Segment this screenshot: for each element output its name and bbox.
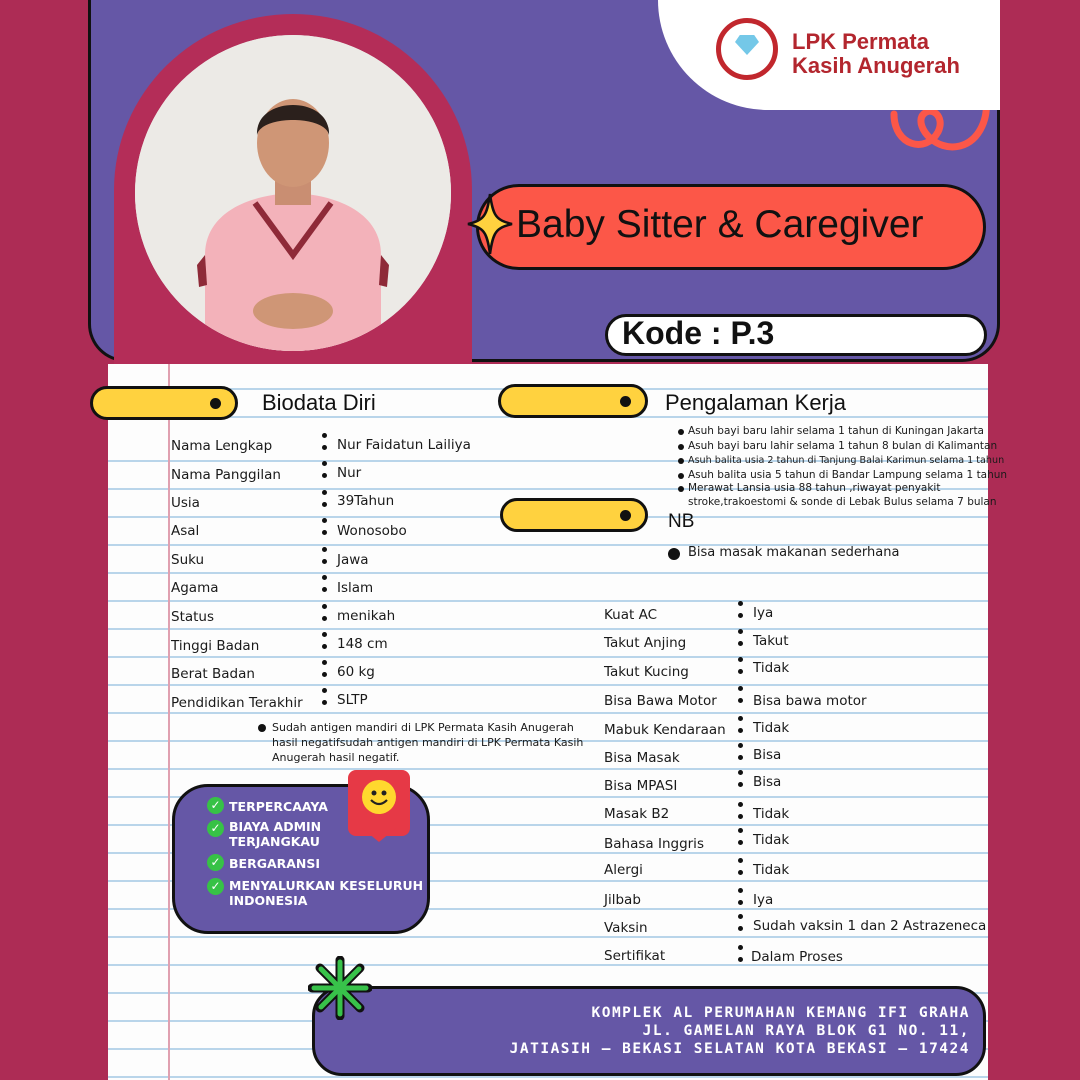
biodata-label: Usia — [171, 495, 200, 511]
antigen-bullet — [258, 724, 266, 732]
biodata-label: Berat Badan — [171, 666, 255, 682]
skill-value: Takut — [753, 633, 789, 649]
address-line1: KOMPLEK AL PERUMAHAN KEMANG IFI GRAHA — [591, 1005, 970, 1021]
skill-value: Iya — [753, 605, 774, 621]
skill-label: Takut Kucing — [604, 664, 689, 680]
biodata-value: Jawa — [337, 552, 369, 568]
skill-value: Bisa — [753, 747, 782, 763]
skill-label: Jilbab — [604, 892, 641, 908]
skill-value: Tidak — [753, 720, 790, 736]
experience-item: Merawat Lansia usia 88 tahun ,riwayat penyakit — [688, 482, 941, 494]
biodata-label: Suku — [171, 552, 205, 568]
check-icon: ✓ — [207, 820, 224, 837]
skill-value: Tidak — [753, 660, 790, 676]
experience-item-continued: stroke,trakoestomi & sonde di Lebak Bulus selama 7 bulan — [688, 496, 997, 508]
biodata-value: 148 cm — [337, 636, 388, 652]
address-text — [330, 1004, 970, 1058]
skill-label: Bisa Bawa Motor — [604, 693, 717, 709]
biodata-value: 60 kg — [337, 664, 375, 680]
benefit-item: TERJANGKAU — [229, 834, 320, 849]
address-line2: JL. GAMELAN RAYA BLOK G1 NO. 11, — [642, 1023, 970, 1039]
benefit-item: MENYALURKAN KESELURUH — [229, 878, 424, 893]
logo-text — [792, 30, 960, 78]
skill-value: Dalam Proses — [751, 949, 843, 965]
skill-label: Masak B2 — [604, 806, 670, 822]
biodata-value: SLTP — [337, 692, 368, 708]
experience-item: Asuh bayi baru lahir selama 1 tahun 8 bulan di Kalimantan — [688, 440, 998, 452]
biodata-value: Wonosobo — [337, 523, 407, 539]
biodata-value: Islam — [337, 580, 374, 596]
paper-margin-line — [168, 364, 170, 1080]
biodata-pill — [90, 386, 238, 420]
biodata-label: Pendidikan Terakhir — [171, 695, 303, 711]
skill-label: Vaksin — [604, 920, 648, 936]
experience-item: Asuh balita usia 5 tahun di Bandar Lampung selama 1 tahun — [688, 469, 1008, 481]
check-icon: ✓ — [207, 854, 224, 871]
benefit-item: BERGARANSI — [229, 856, 321, 871]
skill-value: Bisa — [753, 774, 782, 790]
skill-value: Tidak — [753, 832, 790, 848]
benefit-item: TERPERCAAYA — [229, 799, 328, 814]
skill-value: Bisa bawa motor — [753, 693, 867, 709]
nb-pill — [500, 498, 648, 532]
nb-item: Bisa masak makanan sederhana — [688, 545, 900, 560]
biodata-label: Nama Panggilan — [171, 467, 281, 483]
person-illustration-icon — [135, 35, 451, 351]
check-icon: ✓ — [207, 878, 224, 895]
profile-photo — [135, 35, 451, 351]
sparkle-icon — [466, 192, 514, 256]
diamond-logo-icon — [716, 18, 778, 80]
skill-label: Bisa MPASI — [604, 778, 678, 794]
experience-item: Asuh bayi baru lahir selama 1 tahun di Kuningan Jakarta — [688, 425, 984, 437]
skill-value: Iya — [753, 892, 774, 908]
logo-line2: Kasih Anugerah — [792, 53, 960, 78]
skill-label: Bahasa Inggris — [604, 836, 704, 852]
biodata-title: Biodata Diri — [262, 390, 376, 415]
biodata-value: menikah — [337, 608, 396, 624]
biodata-label: Agama — [171, 580, 219, 596]
benefit-item: BIAYA ADMIN — [229, 819, 322, 834]
nb-title: NB — [668, 511, 695, 532]
skill-label: Kuat AC — [604, 607, 658, 623]
skill-label: Mabuk Kendaraan — [604, 722, 726, 738]
skill-label: Sertifikat — [604, 948, 666, 964]
biodata-label: Tinggi Badan — [171, 638, 260, 654]
skill-label: Bisa Masak — [604, 750, 680, 766]
biodata-value: Nur — [337, 465, 362, 481]
antigen-note: Sudah antigen mandiri di LPK Permata Kasih Anugerah hasil negatifsudah antigen mandiri di LPK Permata Kasih Anugerah hasil negatif. — [272, 721, 584, 764]
biodata-label: Asal — [171, 523, 200, 539]
experience-pill — [498, 384, 648, 418]
experience-item: Asuh balita usia 2 tahun di Tanjung Balai Karimun selama 1 tahun — [688, 455, 1005, 466]
skill-value: Tidak — [753, 862, 790, 878]
check-icon: ✓ — [207, 797, 224, 814]
skill-value: Tidak — [753, 806, 790, 822]
skill-label: Takut Anjing — [604, 635, 687, 651]
kode-label: Kode : P.3 — [622, 315, 775, 351]
benefit-item: INDONESIA — [229, 893, 308, 908]
biodata-label: Status — [171, 609, 215, 625]
experience-title: Pengalaman Kerja — [665, 390, 847, 415]
address-line3: JATIASIH – BEKASI SELATAN KOTA BEKASI – 17424 — [509, 1041, 970, 1057]
logo-line1: LPK Permata — [792, 29, 929, 54]
biodata-value: Nur Faidatun Lailiya — [337, 437, 471, 453]
biodata-value: 39Tahun — [337, 493, 395, 509]
skill-value: Sudah vaksin 1 dan 2 Astrazeneca — [753, 918, 987, 934]
job-title: Baby Sitter & Caregiver — [516, 203, 924, 246]
smiley-face-icon — [362, 780, 396, 814]
nb-bullet — [668, 548, 680, 560]
skill-label: Alergi — [604, 862, 643, 878]
biodata-label: Nama Lengkap — [171, 438, 273, 454]
